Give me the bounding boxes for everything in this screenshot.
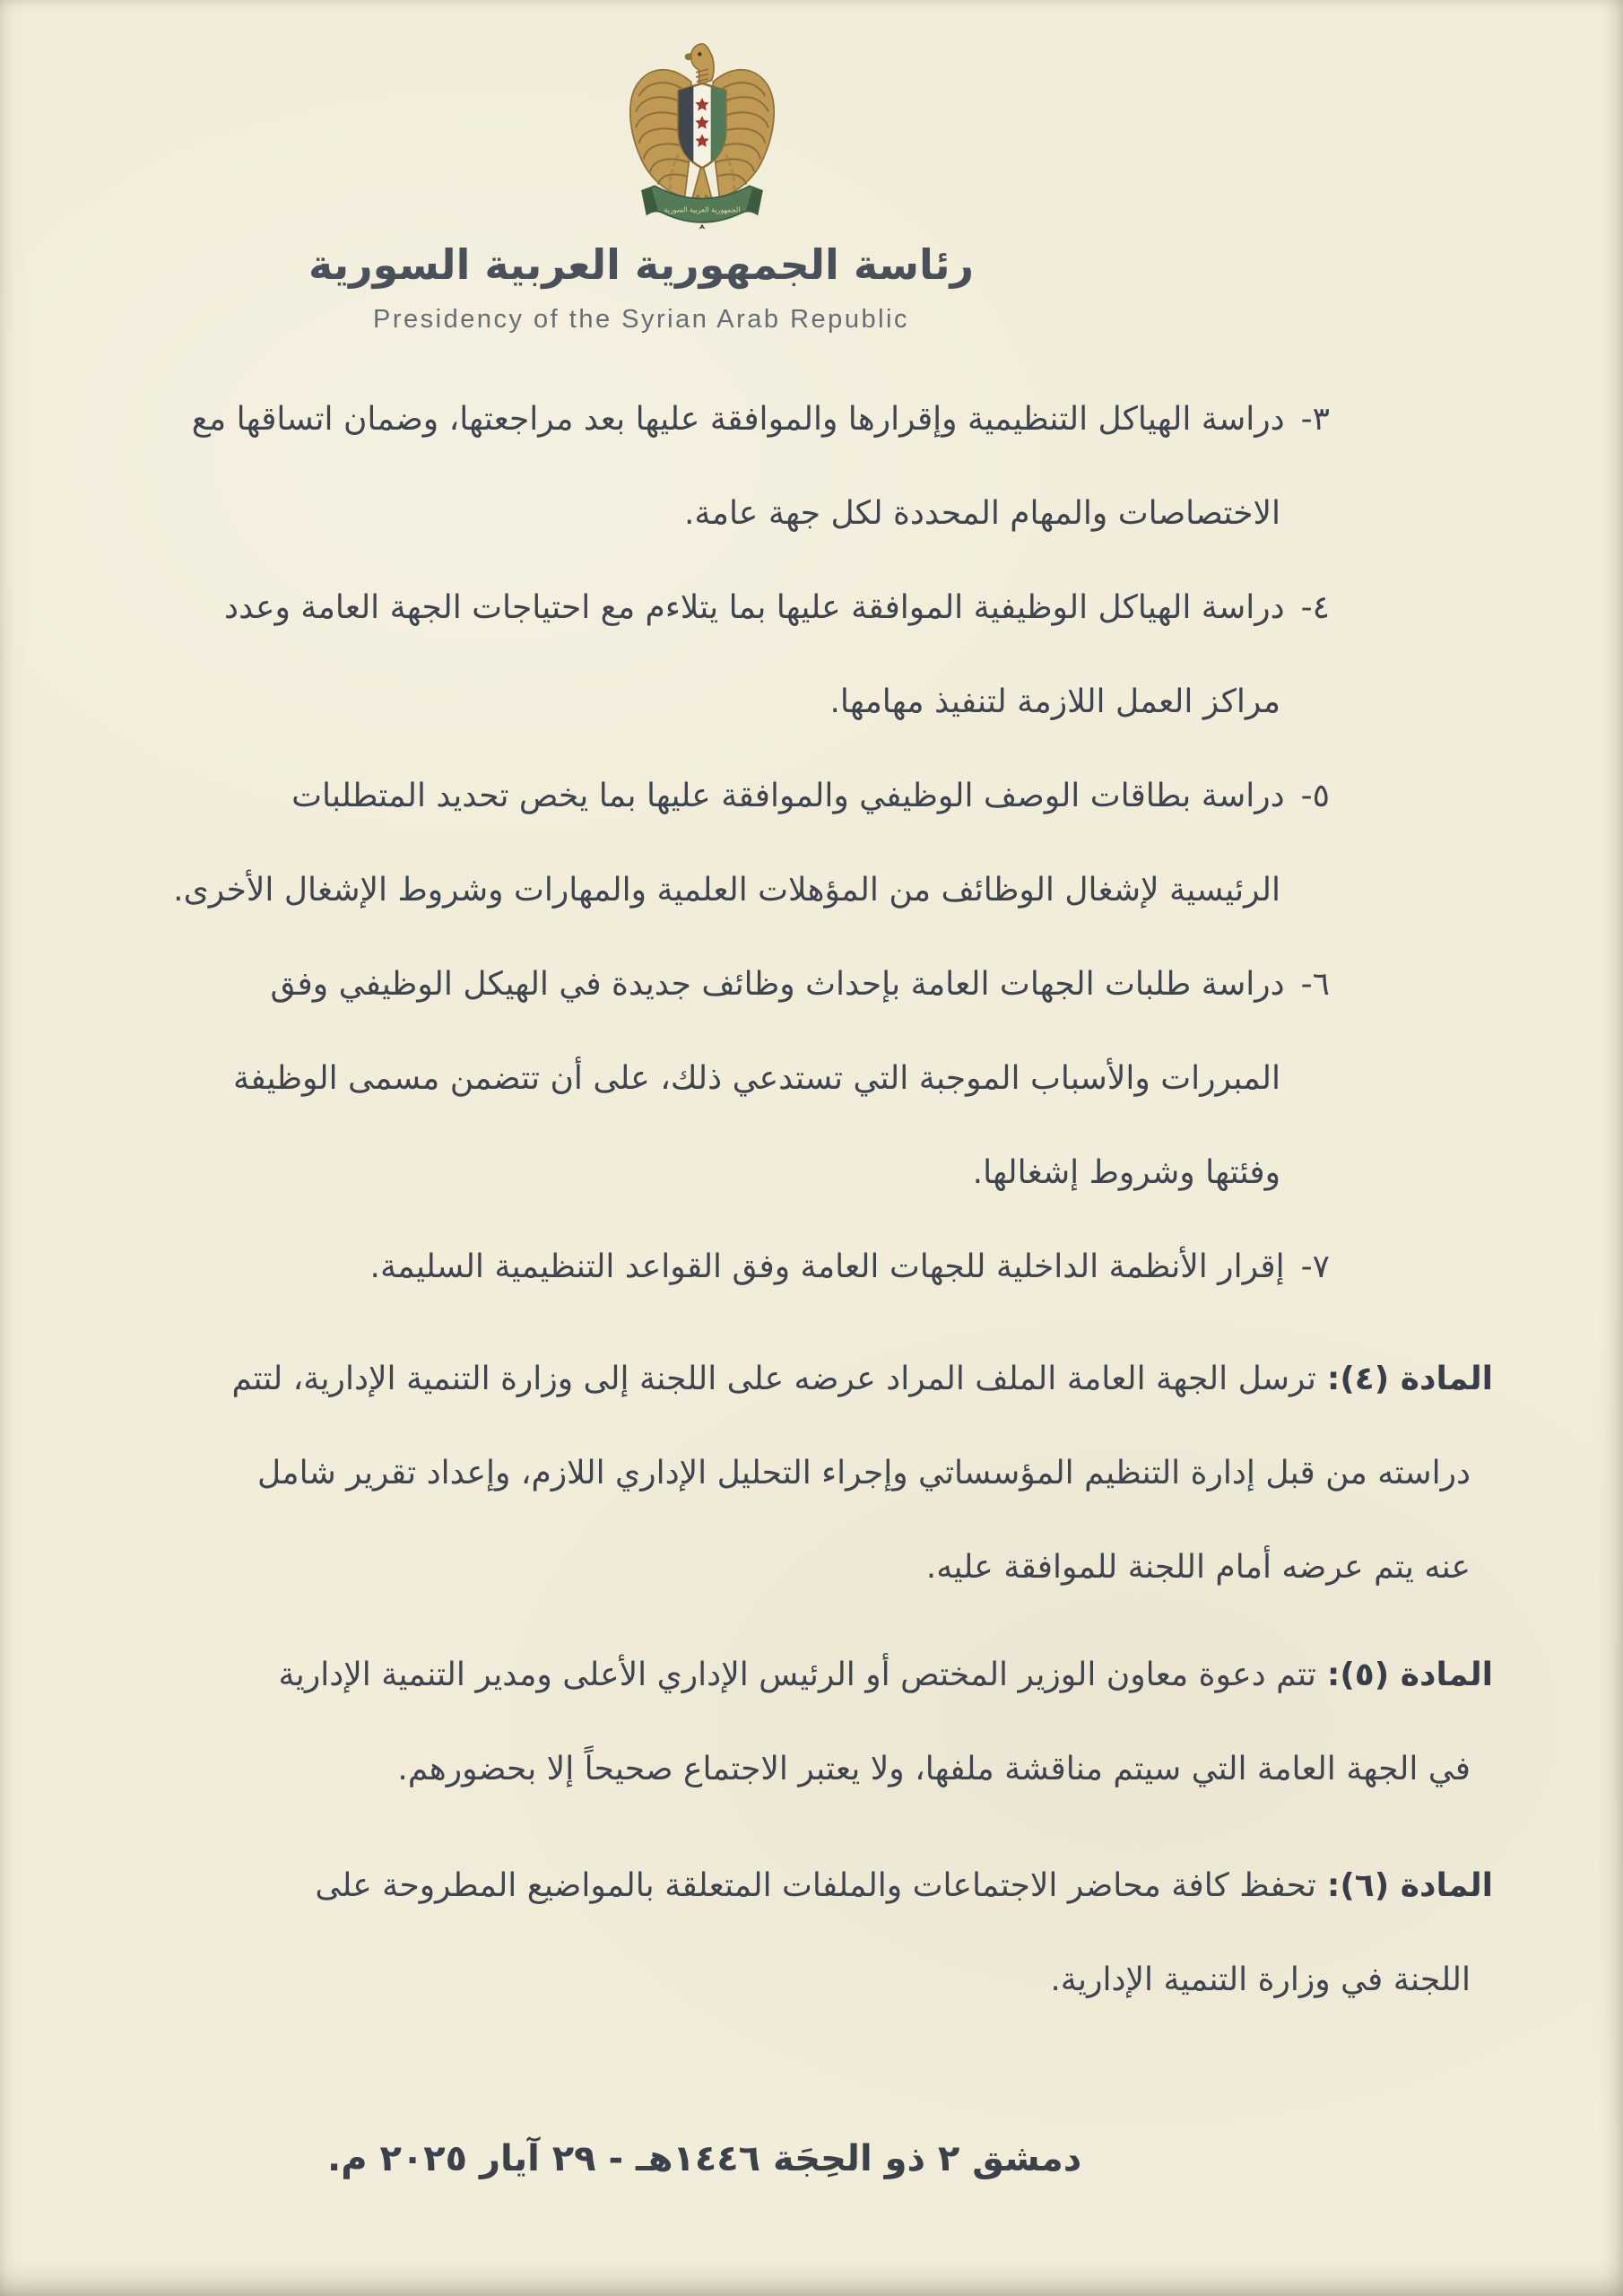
article-6	[143, 1839, 1493, 2027]
article-4	[143, 1332, 1493, 1614]
item-number: ٥-	[1300, 778, 1330, 814]
list-item-5	[143, 749, 1330, 937]
list-line	[143, 372, 1330, 466]
article-text: تتم دعوة معاون الوزير المختص أو الرئيس الإداري الأعلى ومدير التنمية الإدارية	[278, 1657, 1316, 1693]
item-number: ٧-	[1300, 1248, 1330, 1285]
list-item-4	[143, 561, 1330, 749]
article-line	[143, 1332, 1493, 1426]
list-line	[143, 937, 1330, 1031]
page-title-arabic: رئاسة الجمهورية العربية السورية	[308, 240, 974, 289]
item-text: الرئيسية لإشغال الوظائف من المؤهلات العلمية والمهارات وشروط الإشغال الأخرى.	[173, 872, 1280, 909]
article-text: في الجهة العامة التي سيتم مناقشة ملفها، ولا يعتبر الاجتماع صحيحاً إلا بحضورهم.	[397, 1751, 1471, 1787]
list-line	[143, 561, 1330, 655]
list-item-3	[143, 372, 1330, 561]
item-text: دراسة بطاقات الوصف الوظيفي والموافقة عليها بما يخص تحديد المتطلبات	[291, 778, 1285, 814]
list-item-6	[143, 937, 1330, 1220]
article-text: عنه يتم عرضه أمام اللجنة للموافقة عليه.	[925, 1549, 1471, 1586]
page-title-english: Presidency of the Syrian Arab Republic	[373, 305, 909, 334]
document-body	[143, 372, 1493, 2206]
article-5	[143, 1628, 1493, 1816]
article-text: اللجنة في وزارة التنمية الإدارية.	[1050, 1961, 1471, 1998]
article-text: ترسل الجهة العامة الملف المراد عرضه على اللجنة إلى وزارة التنمية الإدارية، لتتم	[231, 1361, 1316, 1397]
item-text: دراسة الهياكل التنظيمية وإقرارها والموافقة عليها بعد مراجعتها، وضمان اتساقها مع	[191, 401, 1285, 438]
item-text: الاختصاصات والمهام المحددة لكل جهة عامة.	[683, 495, 1280, 532]
article-text: دراسته من قبل إدارة التنظيم المؤسساتي وإجراء التحليل الإداري اللازم، وإعداد تقرير شامل	[257, 1455, 1471, 1492]
article-label: المادة (٦):	[1326, 1867, 1493, 1904]
item-number: ٤-	[1300, 589, 1330, 626]
item-text: دراسة طلبات الجهات العامة بإحداث وظائف جديدة في الهيكل الوظيفي وفق	[270, 966, 1285, 1003]
item-text: مراكز العمل اللازمة لتنفيذ مهامها.	[829, 683, 1280, 720]
item-number: ٣-	[1300, 401, 1330, 438]
item-text: دراسة الهياكل الوظيفية الموافقة عليها بما يتلاءم مع احتياجات الجهة العامة وعدد	[224, 589, 1285, 626]
article-label: المادة (٥):	[1326, 1657, 1493, 1693]
article-text: تحفظ كافة محاضر الاجتماعات والملفات المتعلقة بالمواضيع المطروحة على	[315, 1867, 1316, 1904]
item-text: المبررات والأسباب الموجبة التي تستدعي ذلك، على أن تتضمن مسمى الوظيفة	[233, 1060, 1280, 1097]
article-line	[143, 1628, 1493, 1722]
date-line: دمشق ٢ ذو الحِجَة ١٤٤٦هـ - ٢٩ آيار ٢٠٢٥ م.	[327, 2138, 1082, 2179]
article-label: المادة (٤):	[1326, 1361, 1493, 1397]
list-item-7	[143, 1220, 1330, 1314]
item-text: إقرار الأنظمة الداخلية للجهات العامة وفق القواعد التنظيمية السليمة.	[369, 1248, 1285, 1285]
list-line	[143, 1220, 1330, 1314]
item-text: وفئتها وشروط إشغالها.	[972, 1154, 1280, 1191]
item-number: ٦-	[1300, 966, 1330, 1003]
svg-text:الجمهورية العربية السورية: الجمهورية العربية السورية	[664, 205, 741, 214]
list-line	[143, 749, 1330, 843]
article-line	[143, 1839, 1493, 1933]
syrian-eagle-emblem	[623, 36, 781, 230]
